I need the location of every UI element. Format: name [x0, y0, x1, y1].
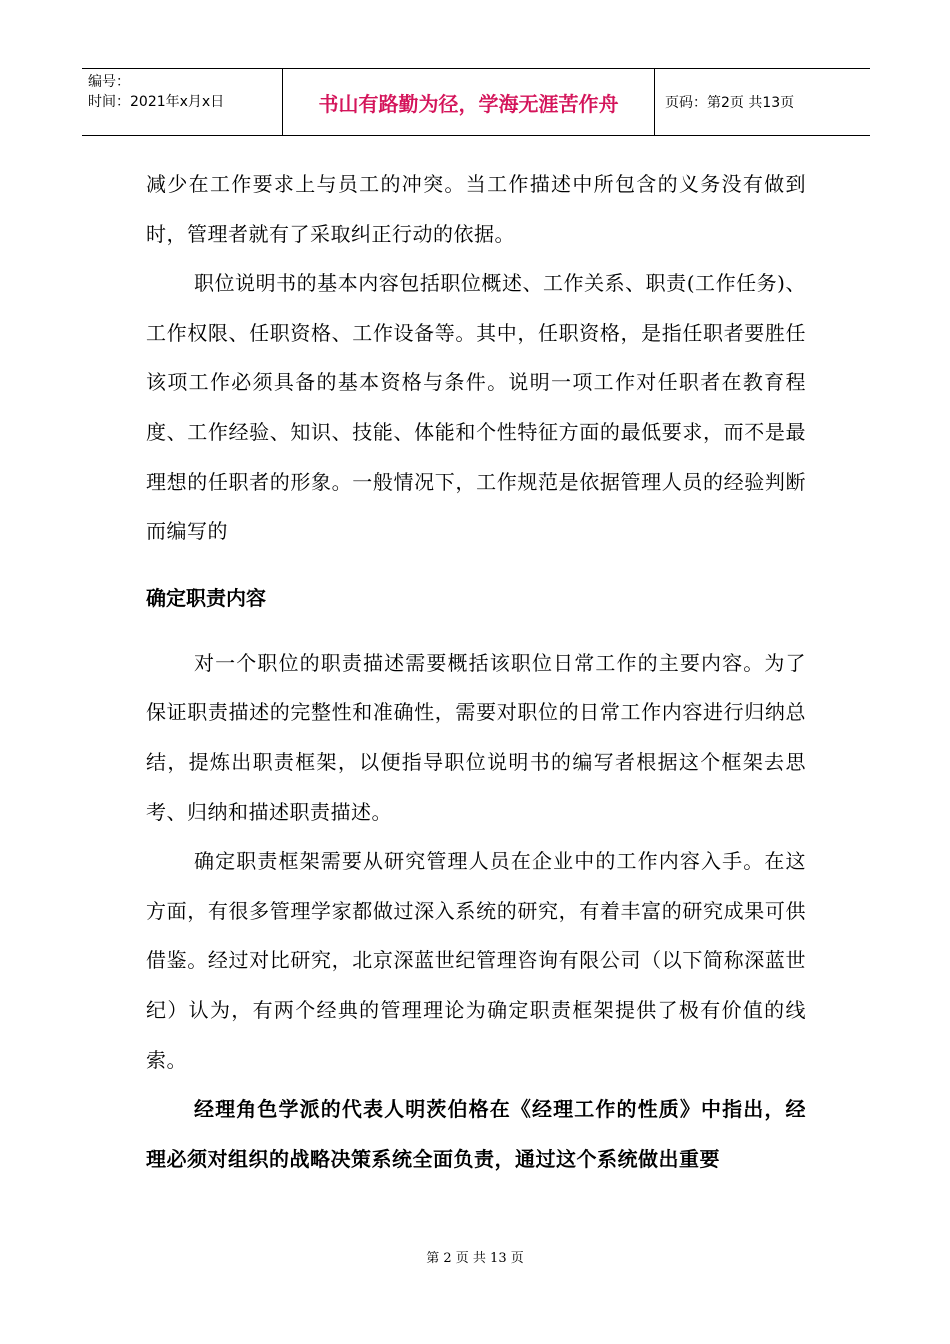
page-header — [82, 68, 870, 136]
header-meta — [82, 69, 283, 135]
header-page-info: 页码：第2页 共13页 — [665, 95, 795, 111]
page-footer: 第 2 页 共 13 页 — [426, 1251, 524, 1266]
document-body — [146, 160, 806, 1184]
document-date: 时间：2021年x月x日 — [88, 94, 225, 110]
header-motto: 书山有路勤为径，学海无涯苦作舟 — [283, 69, 655, 135]
document-number-label: 编号： — [88, 74, 130, 90]
paragraph-3: 对一个职位的职责描述需要概括该职位日常工作的主要内容。为了保证职责描述的完整性和准确性，需要对职位的日常工作内容进行归纳总结，提炼出职责框架，以便指导职位说明书的编写者根据这个框架去思考、归纳和描述职责描述。 — [146, 650, 806, 824]
paragraph-2: 职位说明书的基本内容包括职位概述、工作关系、职责(工作任务)、工作权限、任职资格、工作设备等。其中，任职资格，是指任职者要胜任该项工作必须具备的基本资格与条件。说明一项工作对任职者在教育程度、工作经验、知识、技能、体能和个性特征方面的最低要求，而不是最理想的任职者的形象。一般情况下，工作规范是依据管理人员的经验判断而编写的 — [146, 271, 806, 544]
section-heading: 确定职责内容 — [146, 585, 266, 610]
paragraph-1: 减少在工作要求上与员工的冲突。当工作描述中所包含的义务没有做到时，管理者就有了采取纠正行动的依据。 — [146, 172, 806, 246]
paragraph-5: 经理角色学派的代表人明茨伯格在《经理工作的性质》中指出，经理必须对组织的战略决策系统全面负责，通过这个系统做出重要 — [146, 1097, 806, 1171]
paragraph-4: 确定职责框架需要从研究管理人员在企业中的工作内容入手。在这方面，有很多管理学家都做过深入系统的研究，有着丰富的研究成果可供借鉴。经过对比研究，北京深蓝世纪管理咨询有限公司（以下简称深蓝世纪）认为，有两个经典的管理理论为确定职责框架提供了极有价值的线索。 — [146, 849, 806, 1072]
